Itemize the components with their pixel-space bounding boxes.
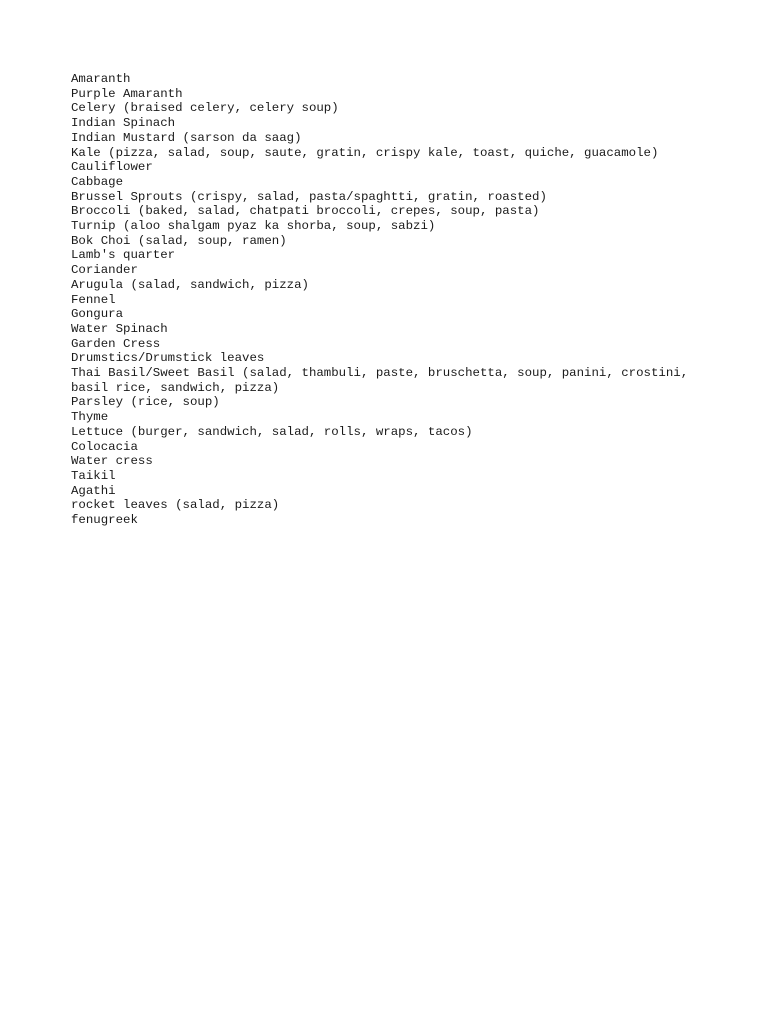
- text-line: Colocacia: [71, 439, 138, 454]
- text-line: Fennel: [71, 292, 116, 307]
- text-line: Indian Mustard (sarson da saag): [71, 130, 302, 145]
- text-line: Parsley (rice, soup): [71, 395, 220, 410]
- text-line: Agathi: [71, 483, 116, 498]
- text-line: Arugula (salad, sandwich, pizza): [71, 277, 309, 292]
- text-line: Kale (pizza, salad, soup, saute, gratin, crispy kale, toast, quiche, guacamole): [71, 145, 659, 160]
- text-line: fenugreek: [71, 513, 138, 528]
- text-line: Purple Amaranth: [71, 86, 183, 101]
- text-line: Lettuce (burger, sandwich, salad, rolls, wraps, tacos): [71, 424, 473, 439]
- text-line: Water Spinach: [71, 321, 168, 336]
- text-line: Gongura: [71, 307, 124, 322]
- text-line: Thai Basil/Sweet Basil (salad, thambuli, paste, bruschetta, soup, panini, crostini,: [71, 366, 689, 381]
- text-line: Cabbage: [71, 174, 124, 189]
- text-line: rocket leaves (salad, pizza): [71, 498, 280, 513]
- text-line: Thyme: [71, 410, 109, 425]
- text-line: basil rice, sandwich, pizza): [71, 380, 280, 395]
- text-line: Amaranth: [71, 72, 131, 86]
- text-line: Celery (braised celery, celery soup): [71, 101, 339, 116]
- text-line: Water cress: [71, 454, 153, 469]
- text-line: Turnip (aloo shalgam pyaz ka shorba, soup, sabzi): [71, 219, 436, 234]
- text-line: Drumstics/Drumstick leaves: [71, 351, 265, 366]
- text-line: Brussel Sprouts (crispy, salad, pasta/spaghtti, gratin, roasted): [71, 189, 547, 204]
- vegetable-list: [71, 72, 711, 528]
- text-line: Taikil: [71, 468, 116, 483]
- text-line: Lamb's quarter: [71, 248, 176, 263]
- text-line: Bok Choi (salad, soup, ramen): [71, 233, 287, 248]
- text-line: Broccoli (baked, salad, chatpati broccoli, crepes, soup, pasta): [71, 204, 540, 219]
- text-line: Cauliflower: [71, 160, 153, 175]
- text-line: Coriander: [71, 263, 138, 278]
- text-line: Indian Spinach: [71, 116, 176, 131]
- text-line: Garden Cress: [71, 336, 161, 351]
